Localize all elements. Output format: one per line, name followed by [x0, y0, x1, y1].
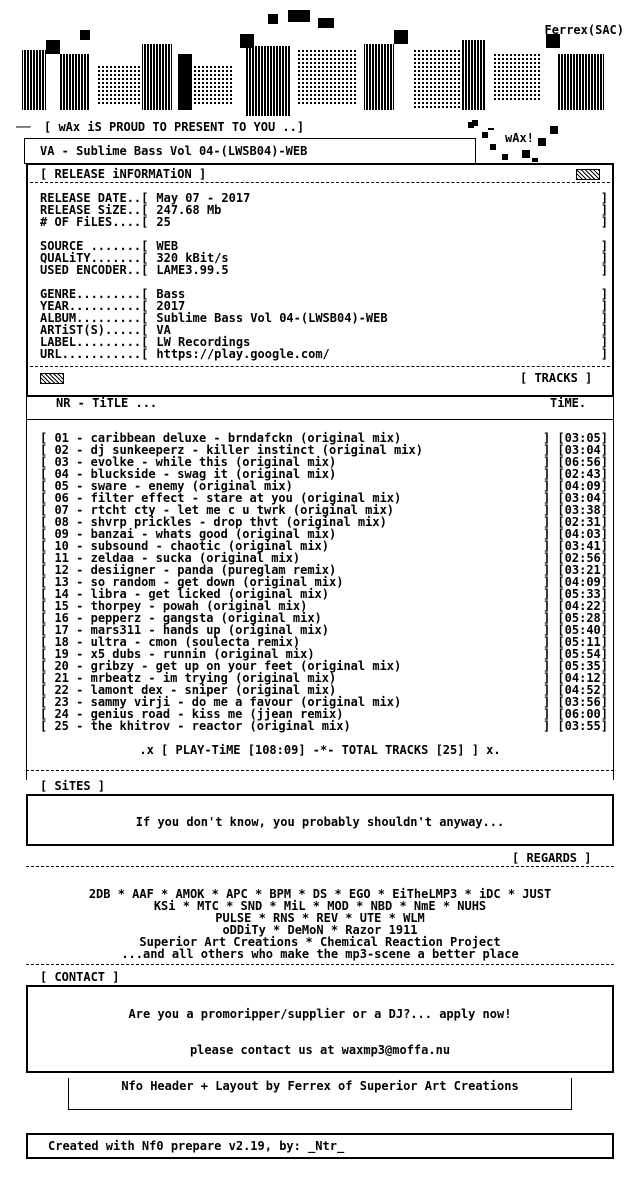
track-time: 02:56: [564, 551, 601, 565]
track-row: [ 24 - genius road - kiss me (jjean remix) ] [06:00]: [40, 707, 608, 721]
closing-bracket: ]: [600, 287, 608, 301]
track-time: 03:41: [564, 539, 601, 553]
track-number: 02: [54, 443, 69, 457]
tracks-heading: [ TRACKS ]: [520, 371, 593, 385]
divider: [26, 964, 614, 965]
regards-line: oDDiTy * DeMoN * Razor 1911: [222, 923, 418, 937]
hatch-decoration: [576, 169, 600, 180]
track-title: dj sunkeeperz - killer instinct (original mix): [90, 443, 423, 457]
track-time: 03:38: [564, 503, 601, 517]
info-label: # OF FiLES....[: [40, 215, 149, 229]
track-number: 11: [54, 551, 69, 565]
track-title: x5 dubs - runnin (original mix): [90, 647, 315, 661]
track-row: [ 14 - libra - get licked (original mix) ] [05:33]: [40, 587, 608, 601]
track-row: [ 08 - shvrp prickles - drop thvt (original mix) ] [02:31]: [40, 515, 608, 529]
track-time: 04:52: [564, 683, 601, 697]
info-value: LAME3.99.5: [156, 263, 229, 277]
wax-tag: wAx!: [505, 131, 534, 145]
track-time: 04:03: [564, 527, 601, 541]
track-title: gribzy - get up on your feet (original mix): [90, 659, 402, 673]
closing-bracket: ]: [600, 251, 608, 265]
artist-tag: Ferrex(SAC): [544, 23, 624, 37]
tracks-left-border: [26, 420, 27, 780]
info-label: LABEL.........[: [40, 335, 149, 349]
track-number: 01: [54, 431, 69, 445]
closing-bracket: ]: [600, 191, 608, 205]
track-number: 17: [54, 623, 69, 637]
contact-apply-text: Are you a promoripper/supplier or a DJ?... apply now!: [128, 1007, 512, 1021]
track-time: 06:56: [564, 455, 601, 469]
info-value: 2017: [156, 299, 186, 313]
info-label: SOURCE .......[: [40, 239, 149, 253]
track-row: [ 19 - x5 dubs - runnin (original mix) ] [05:54]: [40, 647, 608, 661]
track-time: 04:09: [564, 575, 601, 589]
info-label: ALBUM.........[: [40, 311, 149, 325]
track-title: mars311 - hands up (original mix): [90, 623, 330, 637]
track-number: 14: [54, 587, 69, 601]
tracks-column-time: TiME.: [550, 396, 587, 410]
totals-line: .x [ PLAY-TiME [108:09] -*- TOTAL TRACKS [25] ] x.: [139, 743, 501, 757]
track-time: 03:55: [564, 719, 601, 733]
track-title: mrbeatz - im trying (original mix): [90, 671, 337, 685]
track-number: 06: [54, 491, 69, 505]
track-number: 18: [54, 635, 69, 649]
info-value: https://play.google.com/: [156, 347, 330, 361]
regards-line: 2DB * AAF * AMOK * APC * BPM * DS * EGO * EiTheLMP3 * iDC * JUST: [88, 887, 552, 901]
track-row: [ 06 - filter effect - stare at you (original mix) ] [03:04]: [40, 491, 608, 505]
track-row: [ 22 - lamont dex - sniper (original mix) ] [04:52]: [40, 683, 608, 697]
regards-line: Superior Art Creations * Chemical Reaction Project: [139, 935, 501, 949]
track-title: ultra - cmon (soulecta remix): [90, 635, 301, 649]
track-title: banzai - whats good (original mix): [90, 527, 337, 541]
track-title: so random - get down (original mix): [90, 575, 344, 589]
info-row: [40, 264, 612, 276]
track-number: 12: [54, 563, 69, 577]
track-number: 15: [54, 599, 69, 613]
track-row: [ 11 - zeldaa - sucka (original mix) ] [02:56]: [40, 551, 608, 565]
info-value: 25: [156, 215, 171, 229]
info-value: 320 kBit/s: [156, 251, 229, 265]
track-row: [ 10 - subsound - chaotic (original mix) ] [03:41]: [40, 539, 608, 553]
info-value: Bass: [156, 287, 186, 301]
track-title: subsound - chaotic (original mix): [90, 539, 330, 553]
track-number: 07: [54, 503, 69, 517]
regards-line: KSi * MTC * SND * MiL * MOD * NBD * NmE * NUHS: [153, 899, 487, 913]
divider: [26, 770, 614, 771]
hatch-decoration: [40, 373, 64, 384]
track-time: 02:31: [564, 515, 601, 529]
release-title: VA - Sublime Bass Vol 04-(LWSB04)-WEB: [40, 144, 308, 158]
track-title: libra - get licked (original mix): [90, 587, 330, 601]
track-number: 09: [54, 527, 69, 541]
contact-frame: [26, 985, 614, 1073]
track-time: 06:00: [564, 707, 601, 721]
track-row: [ 20 - gribzy - get up on your feet (original mix) ] [05:35]: [40, 659, 608, 673]
track-row: [ 25 - the khitrov - reactor (original mix) ] [03:55]: [40, 719, 608, 733]
info-value: VA: [156, 323, 171, 337]
info-value: LW Recordings: [156, 335, 251, 349]
track-time: 04:09: [564, 479, 601, 493]
info-label: GENRE.........[: [40, 287, 149, 301]
track-title: caribbean deluxe - brndafckn (original mix): [90, 431, 402, 445]
track-title: thorpey - powah (original mix): [90, 599, 308, 613]
track-time: 05:11: [564, 635, 601, 649]
divider: [26, 866, 614, 867]
info-label: QUALiTY.......[: [40, 251, 149, 265]
divider: [30, 366, 610, 367]
divider: [30, 182, 610, 183]
track-number: 13: [54, 575, 69, 589]
wax-ascii-logo: [18, 10, 618, 130]
track-time: 03:04: [564, 491, 601, 505]
closing-bracket: ]: [600, 263, 608, 277]
track-number: 19: [54, 647, 69, 661]
track-title: sammy virji - do me a favour (original mix): [90, 695, 402, 709]
track-title: desiigner - panda (pureglam remix): [90, 563, 337, 577]
track-title: evolke - while this (original mix): [90, 455, 337, 469]
closing-bracket: ]: [600, 323, 608, 337]
closing-bracket: ]: [600, 299, 608, 313]
track-row: [ 02 - dj sunkeeperz - killer instinct (original mix) ] [03:04]: [40, 443, 608, 457]
info-label: RELEASE SiZE..[: [40, 203, 149, 217]
track-row: [ 05 - sware - enemy (original mix) ] [04:09]: [40, 479, 608, 493]
track-time: 05:28: [564, 611, 601, 625]
sites-text: If you don't know, you probably shouldn't anyway...: [135, 815, 505, 829]
logo-tail-dots: [472, 118, 562, 168]
footer-line: Created with Nf0 prepare v2.19, by: _Ntr_: [48, 1139, 345, 1153]
track-number: 10: [54, 539, 69, 553]
info-row: [40, 348, 612, 360]
track-number: 21: [54, 671, 69, 685]
track-time: 05:33: [564, 587, 601, 601]
track-row: [ 07 - rtcht cty - let me c u twrk (original mix) ] [03:38]: [40, 503, 608, 517]
closing-bracket: ]: [600, 203, 608, 217]
track-row: [ 04 - bluckside - swag it (original mix) ] [02:43]: [40, 467, 608, 481]
closing-bracket: ]: [600, 311, 608, 325]
track-time: 04:22: [564, 599, 601, 613]
track-row: [ 17 - mars311 - hands up (original mix) ] [05:40]: [40, 623, 608, 637]
track-title: the khitrov - reactor (original mix): [90, 719, 351, 733]
info-label: ARTiST(S).....[: [40, 323, 149, 337]
info-value: WEB: [156, 239, 179, 253]
info-value: May 07 - 2017: [156, 191, 251, 205]
credit-line: Nfo Header + Layout by Ferrex of Superior Art Creations: [121, 1079, 519, 1093]
info-value: Sublime Bass Vol 04-(LWSB04)-WEB: [156, 311, 388, 325]
track-title: filter effect - stare at you (original mix): [90, 491, 402, 505]
track-row: [ 15 - thorpey - powah (original mix) ] [04:22]: [40, 599, 608, 613]
track-row: [ 13 - so random - get down (original mix) ] [04:09]: [40, 575, 608, 589]
closing-bracket: ]: [600, 215, 608, 229]
track-time: 03:05: [564, 431, 601, 445]
track-time: 03:04: [564, 443, 601, 457]
track-row: [ 01 - caribbean deluxe - brndafckn (original mix) ] [03:05]: [40, 431, 608, 445]
track-number: 03: [54, 455, 69, 469]
track-title: bluckside - swag it (original mix): [90, 467, 337, 481]
closing-bracket: ]: [600, 347, 608, 361]
tracks-right-border: [613, 420, 614, 780]
track-number: 16: [54, 611, 69, 625]
info-label: RELEASE DATE..[: [40, 191, 149, 205]
release-info-list: [40, 192, 612, 360]
regards-line: ...and all others who make the mp3-scene a better place: [121, 947, 519, 961]
track-title: rtcht cty - let me c u twrk (original mix): [90, 503, 395, 517]
track-row: [ 09 - banzai - whats good (original mix) ] [04:03]: [40, 527, 608, 541]
track-number: 20: [54, 659, 69, 673]
track-time: 05:40: [564, 623, 601, 637]
track-title: lamont dex - sniper (original mix): [90, 683, 337, 697]
track-title: genius road - kiss me (jjean remix): [90, 707, 344, 721]
closing-bracket: ]: [600, 239, 608, 253]
contact-heading: [ CONTACT ]: [40, 970, 120, 984]
tracks-column-title: NR - TiTLE ...: [56, 396, 158, 410]
track-number: 24: [54, 707, 69, 721]
contact-email-text: please contact us at waxmp3@moffa.nu: [189, 1043, 451, 1057]
info-label: YEAR..........[: [40, 299, 149, 313]
tracklist: [40, 432, 612, 732]
track-row: [ 21 - mrbeatz - im trying (original mix) ] [04:12]: [40, 671, 608, 685]
track-title: pepperz - gangsta (original mix): [90, 611, 322, 625]
sites-heading: [ SiTES ]: [40, 779, 106, 793]
bracket-dash: ──: [16, 120, 31, 134]
track-time: 03:21: [564, 563, 601, 577]
release-info-heading: [ RELEASE iNFORMATiON ]: [40, 167, 207, 181]
info-label: USED ENCODER..[: [40, 263, 149, 277]
regards-list: [26, 888, 614, 960]
track-time: 04:12: [564, 671, 601, 685]
track-title: zeldaa - sucka (original mix): [90, 551, 301, 565]
track-title: sware - enemy (original mix): [90, 479, 293, 493]
track-time: 05:35: [564, 659, 601, 673]
track-number: 22: [54, 683, 69, 697]
track-time: 02:43: [564, 467, 601, 481]
regards-heading: [ REGARDS ]: [512, 851, 592, 865]
track-row: [ 12 - desiigner - panda (pureglam remix) ] [03:21]: [40, 563, 608, 577]
info-value: 247.68 Mb: [156, 203, 222, 217]
proud-to-present-line: [ wAx iS PROUD TO PRESENT TO YOU ..]: [44, 120, 305, 134]
closing-bracket: ]: [600, 335, 608, 349]
track-row: [ 16 - pepperz - gangsta (original mix) ] [05:28]: [40, 611, 608, 625]
track-number: 04: [54, 467, 69, 481]
track-time: 03:56: [564, 695, 601, 709]
info-row: [40, 216, 612, 228]
track-number: 25: [54, 719, 69, 733]
track-time: 05:54: [564, 647, 601, 661]
track-number: 08: [54, 515, 69, 529]
regards-line: PULSE * RNS * REV * UTE * WLM: [215, 911, 425, 925]
track-row: [ 18 - ultra - cmon (soulecta remix) ] [05:11]: [40, 635, 608, 649]
track-row: [ 23 - sammy virji - do me a favour (original mix) ] [03:56]: [40, 695, 608, 709]
track-row: [ 03 - evolke - while this (original mix) ] [06:56]: [40, 455, 608, 469]
info-label: URL...........[: [40, 347, 149, 361]
track-title: shvrp prickles - drop thvt (original mix): [90, 515, 387, 529]
track-number: 23: [54, 695, 69, 709]
track-number: 05: [54, 479, 69, 493]
